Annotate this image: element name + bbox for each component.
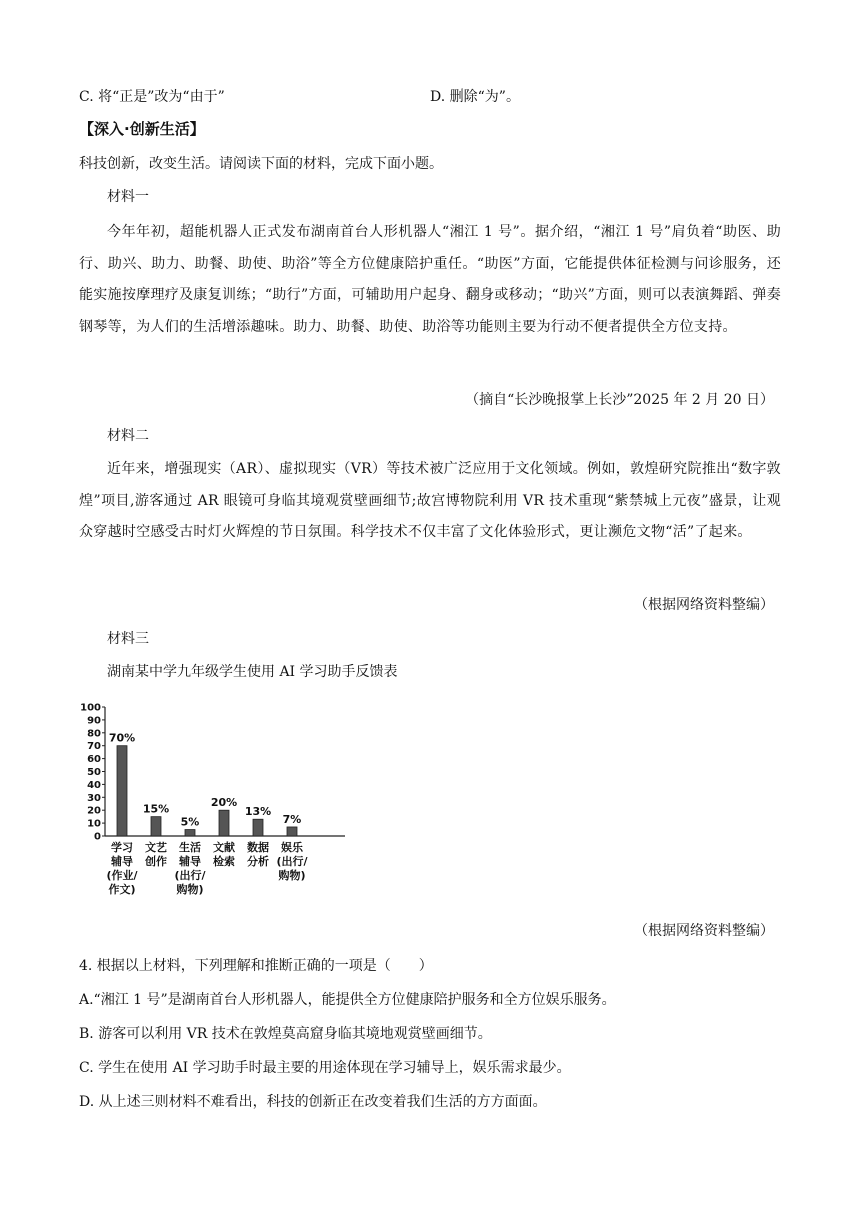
bar-value-label: 5% — [180, 815, 200, 829]
bar-chart — [70, 695, 360, 905]
y-tick-label: 0 — [94, 831, 101, 843]
material2-text: 近年来，增强现实（AR）、虚拟现实（VR）等技术被广泛应用于文化领域。例如，敦煌研究院推出“数字敦煌”项目,游客通过 AR 眼镜可身临其境观赏壁画细节;故宫博物院利用 VR 技术重现“紫禁城上元夜”盛景，让观众穿越时空感受古时灯火辉煌的节日氛围。科学技术不仅丰富了文化体验形式，更让濒危文物“活”了起来。 — [79, 461, 781, 540]
y-tick-label: 60 — [87, 754, 101, 766]
bar — [151, 817, 161, 836]
x-category-label: 购物) — [176, 883, 204, 896]
y-tick-label: 20 — [87, 805, 101, 817]
x-category-label: (作业/ — [106, 869, 138, 882]
bar — [219, 810, 229, 836]
material1-text: 今年年初，超能机器人正式发布湖南首台人形机器人“湘江 1 号”。据介绍，“湘江 1 号”肩负着“助医、助行、助兴、助力、助餐、助使、助浴”等全方位健康陪护重任。“助医”方面，它能提供体征检测与问诊服务，还能实施按摩理疗及康复训练；“助行”方面，可辅助用户起身、翻身或移动；“助兴”方面，则可以表演舞蹈、弹奏钢琴等，为人们的生活增添趣味。助力、助餐、助使、助浴等功能则主要为行动不便者提供全方位支持。 — [79, 224, 781, 335]
option-c-previous: C. 将“正是”改为“由于” — [79, 89, 225, 105]
material3-source: （根据网络资料整编） — [634, 923, 774, 939]
bar-value-label: 20% — [210, 796, 238, 810]
material1-heading: 材料一 — [107, 189, 149, 205]
y-tick-label: 40 — [87, 779, 101, 791]
chart-caption: 湖南某中学九年级学生使用 AI 学习助手反馈表 — [107, 664, 398, 680]
x-category-label: 生活 — [179, 841, 201, 854]
bar-value-label: 7% — [282, 812, 302, 826]
x-category-label: 辅导 — [179, 855, 201, 868]
x-category-label: 娱乐 — [281, 841, 303, 854]
option-a[interactable]: A.“湘江 1 号”是湖南首台人形机器人，能提供全方位健康陪护服务和全方位娱乐服务。 — [79, 992, 616, 1008]
y-tick-label: 70 — [87, 741, 101, 753]
x-category-label: 作文) — [108, 883, 136, 896]
bar — [185, 830, 195, 836]
y-tick-label: 10 — [87, 818, 101, 830]
x-category-label: 分析 — [247, 855, 269, 868]
section-title: 【深入·创新生活】 — [79, 120, 205, 138]
y-tick-label: 80 — [87, 728, 101, 740]
x-category-label: 数据 — [247, 841, 269, 854]
x-category-label: 创作 — [145, 855, 167, 868]
option-b[interactable]: B. 游客可以利用 VR 技术在敦煌莫高窟身临其境地观赏壁画细节。 — [79, 1026, 492, 1042]
bar — [117, 746, 127, 836]
x-category-label: (出行/ — [276, 855, 308, 868]
bar — [253, 819, 263, 836]
x-category-label: 文献 — [213, 841, 235, 854]
material3-heading: 材料三 — [107, 631, 149, 647]
y-tick-label: 30 — [87, 792, 101, 804]
y-tick-label: 50 — [87, 767, 101, 778]
x-category-label: (出行/ — [174, 869, 206, 882]
bar-value-label: 15% — [142, 802, 170, 816]
option-d[interactable]: D. 从上述三则材料不难看出，科技的创新正在改变着我们生活的方方面面。 — [79, 1094, 547, 1110]
bar-value-label: 13% — [244, 805, 272, 819]
y-tick-label: 90 — [87, 715, 101, 727]
material2-heading: 材料二 — [107, 428, 149, 444]
bar — [287, 827, 297, 836]
option-d-previous: D. 删除“为”。 — [430, 89, 520, 105]
question-stem: 4. 根据以上材料，下列理解和推断正确的一项是（ ） — [79, 958, 433, 974]
material1-source: （摘自“长沙晚报掌上长沙”2025 年 2 月 20 日） — [465, 392, 774, 408]
x-category-label: 检索 — [213, 855, 235, 868]
x-category-label: 购物) — [278, 869, 306, 882]
x-category-label: 文艺 — [145, 841, 167, 854]
x-category-label: 辅导 — [111, 855, 133, 868]
material2-source: （根据网络资料整编） — [634, 597, 774, 613]
bar-value-label: 70% — [108, 731, 136, 745]
y-tick-label: 100 — [80, 702, 101, 714]
option-c[interactable]: C. 学生在使用 AI 学习助手时最主要的用途体现在学习辅导上，娱乐需求最少。 — [79, 1060, 571, 1076]
intro-text: 科技创新，改变生活。请阅读下面的材料，完成下面小题。 — [79, 156, 443, 172]
x-category-label: 学习 — [111, 841, 133, 854]
